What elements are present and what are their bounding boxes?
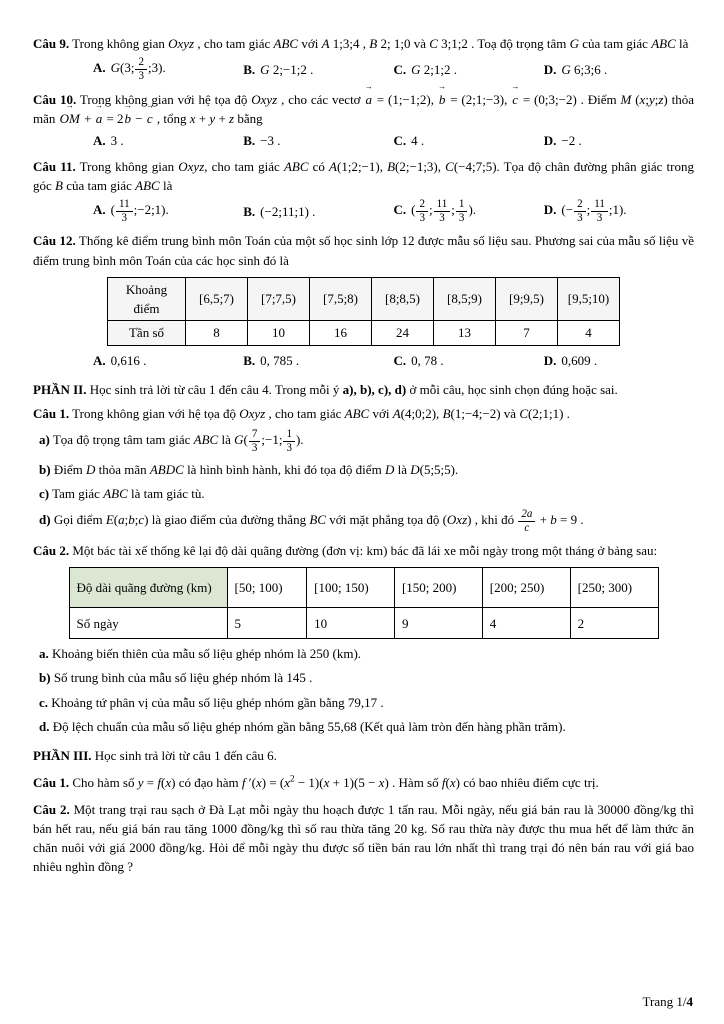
option-label: C. (393, 202, 407, 218)
table-cell: Tần số (108, 320, 186, 345)
statement-c: c) Tam giác ABC là tam giác tù. (39, 485, 205, 501)
table-cell: 13 (434, 320, 496, 345)
part2-question-2-stem: Câu 2. Một bác tài xế thống kê lại độ dài quãng đường (đơn vị: km) bác đã lái xe mỗi ngày trong một tháng ở bảng sau: (33, 543, 658, 559)
table-cell: 10 (307, 608, 395, 639)
option-label: B. (243, 352, 256, 368)
part3-question-1: Câu 1. Cho hàm số y = f(x) có đạo hàm f $'(x) = (x^2 - 1)(x + 1)(5 - x)$ . Hàm số f(x) có bao nhiêu điểm cực trị. (33, 773, 599, 790)
option-label: A. (93, 60, 106, 76)
option-text: 3 . (110, 132, 124, 148)
table-row (69, 568, 658, 608)
question-11-options (33, 198, 694, 224)
option-a (93, 131, 243, 150)
question-12-options (33, 351, 694, 370)
distance-frequency-table (69, 567, 659, 639)
question-11-stem: Câu 11. Trong không gian Oxyz, cho tam giác ABC có A(1;2;−1), B(2;−1;3), C(−4;7;5). Tọa độ chân đường phân giác trong góc B của tam giác ABC là (33, 158, 694, 193)
table-cell: 2 (570, 608, 658, 639)
option-c (394, 131, 544, 150)
option-c (394, 351, 544, 370)
option-text: (−2;11;1) . (260, 203, 316, 219)
table-cell: 16 (310, 320, 372, 345)
option-label: A. (93, 132, 106, 148)
table-cell: [7,5;8) (310, 277, 372, 320)
table-cell: [8,5;9) (434, 277, 496, 320)
option-c (394, 198, 544, 224)
option-label: D. (543, 202, 557, 218)
statement-b: b) Điểm D thỏa mãn ABDC là hình bình hành, khi đó tọa độ điểm D là D(5;5;5). (39, 461, 459, 477)
option-label: B. (243, 61, 256, 77)
table-cell: 4 (558, 320, 620, 345)
option-label: D. (543, 352, 557, 368)
part2-question-2 (33, 541, 694, 736)
option-label: B. (243, 132, 256, 148)
part2-header: PHẦN II. Học sinh trả lời từ câu 1 đến câu 4. Trong mỗi ý a), b), c), d) ở mỗi câu, học sinh chọn đúng hoặc sai. (33, 382, 618, 398)
table-cell: [100; 150) (307, 568, 395, 608)
table-cell: Khoảng điểm (108, 277, 186, 320)
table-cell: Số ngày (69, 608, 227, 639)
option-d (544, 131, 694, 150)
statement-d: d. Độ lệch chuẩn của mẫu số liệu ghép nhóm gần bằng 55,68 (Kết quả làm tròn đến hàng phần trăm). (39, 718, 566, 734)
option-text: −3 . (260, 132, 281, 148)
question-9-stem: Câu 9. Trong không gian Oxyz , cho tam giác ABC với A 1;3;4 , B 2; 1;0 và C 3;1;2 . Toạ độ trọng tâm G của tam giác ABC là (33, 36, 689, 51)
option-text: ( $\frac{2}{3}$ ; $\frac{11}{3}$ ; $\frac{1}{3}$ ). (411, 198, 477, 224)
table-cell: [9,5;10) (558, 277, 620, 320)
part3-question-2: Câu 2. Một trang trại rau sạch ở Đà Lạt mỗi ngày thu hoạch được 1 tấn rau. Mỗi ngày, nếu giá bán rau là 30000 đồng/kg thì bán hết rau, nếu giá bán rau tăng 1000 đồng/kg thì số rau thừa tăng 20 kg. Số rau thừa này được thu mua hết để làm thức ăn chăn nuôi với giá 2000 đồng/kg. Hỏi để mỗi ngày thu được số tiền bán rau lớn nhất thì trang trại đó nên bán rau với giá bao nhiêu nghìn đồng ? (33, 802, 694, 875)
option-text: −2 . (561, 132, 582, 148)
option-label: A. (93, 352, 106, 368)
table-cell: [150; 200) (394, 568, 482, 608)
option-text: G 2;1;2 . (411, 61, 458, 77)
table-row (69, 608, 658, 639)
question-9 (33, 34, 694, 83)
option-text: 0,609 . (561, 352, 598, 368)
table-row (108, 320, 620, 345)
option-c (394, 60, 544, 79)
score-frequency-table (107, 277, 620, 346)
table-cell: 7 (496, 320, 558, 345)
part2-question-1 (33, 404, 694, 534)
question-10 (33, 90, 694, 150)
page-number (643, 992, 693, 1011)
table-row (108, 277, 620, 320)
statement-a: a) Tọa độ trọng tâm tam giác ABC là G( $\frac{7}{3}$ ;−1; $\frac{1}{3}$ ). (39, 428, 304, 454)
table-cell: [6,5;7) (186, 277, 248, 320)
option-a (93, 198, 243, 224)
statement-c: c. Khoảng tứ phân vị của mẫu số liệu ghép nhóm gần bằng 79,17 . (39, 694, 384, 710)
option-text: 4 . (411, 132, 425, 148)
option-text: (− $\frac{2}{3}$ ; $\frac{11}{3}$ ;1). (561, 198, 627, 224)
table-cell: [9;9,5) (496, 277, 558, 320)
option-text: 0, 78 . (411, 352, 444, 368)
question-12 (33, 231, 694, 370)
question-9-options (33, 56, 694, 82)
table-cell: 9 (394, 608, 482, 639)
table-cell: [7;7,5) (248, 277, 310, 320)
option-b (243, 351, 393, 370)
question-10-stem: Câu 10. Trong không gian với hệ tọa độ Oxyz , cho các vectơ a → = (1;−1;2), b → = (2;1;−3), c → = (0;3;−2) . Điểm M (x;y;z) thỏa mãn OM → + a → = 2b → − c → , tổng x + y + z bằng (33, 90, 694, 128)
option-b (243, 202, 393, 221)
option-text: G 2;−1;2 . (260, 61, 314, 77)
table-cell: [50; 100) (227, 568, 307, 608)
option-label: D. (543, 61, 557, 77)
table-cell: 10 (248, 320, 310, 345)
option-text: G(3; $\frac{2}{3}$ ;3). (110, 56, 166, 82)
table-cell: [8;8,5) (372, 277, 434, 320)
statement-a: a. Khoảng biến thiên của mẫu số liệu ghép nhóm là 250 (km). (39, 646, 362, 662)
table-cell: 5 (227, 608, 307, 639)
option-d (544, 198, 694, 224)
statement-b: b) Số trung bình của mẫu số liệu ghép nhóm là 145 . (39, 670, 313, 686)
option-b (243, 131, 393, 150)
table-cell: 24 (372, 320, 434, 345)
question-11 (33, 157, 694, 225)
table-cell: 4 (482, 608, 570, 639)
option-b (243, 60, 393, 79)
page-number-prefix: Trang 1/ (642, 993, 687, 1009)
table-cell: Độ dài quãng đường (km) (69, 568, 227, 608)
question-10-options (33, 131, 694, 150)
option-d (544, 60, 694, 79)
option-text: ( $\frac{11}{3}$ ;−2;1). (110, 198, 169, 224)
part2-question-1-stem: Câu 1. Trong không gian với hệ tọa độ Oxyz , cho tam giác ABC với A(4;0;2), B(1;−4;−2) và C(2;1;1) . (33, 406, 570, 422)
option-label: C. (393, 132, 407, 148)
question-12-stem: Câu 12. Thống kê điểm trung bình môn Toán của một số học sinh lớp 12 được mẫu số liệu sau. Phương sai của mẫu số liệu về điểm trung bình môn Toán của các học sinh đó là (33, 233, 694, 268)
table-cell: [250; 300) (570, 568, 658, 608)
option-label: D. (543, 132, 557, 148)
option-label: C. (393, 352, 407, 368)
table-cell: [200; 250) (482, 568, 570, 608)
option-text: G 6;3;6 . (561, 61, 608, 77)
option-label: C. (393, 61, 407, 77)
table-cell: 8 (186, 320, 248, 345)
option-a (93, 56, 243, 82)
page-number-value: 4 (686, 993, 693, 1009)
statement-d: d) Gọi điểm E(a;b;c) là giao điểm của đường thẳng BC với mặt phẳng tọa độ (Oxz) , khi đó $\frac{2a}{c}$ + b = 9 . (39, 507, 584, 534)
option-a (93, 351, 243, 370)
option-text: 0,616 . (110, 352, 147, 368)
option-d (544, 351, 694, 370)
option-label: A. (93, 202, 106, 218)
option-label: B. (243, 203, 256, 219)
option-text: 0, 785 . (260, 352, 300, 368)
part3-header: PHẦN III. Học sinh trả lời từ câu 1 đến câu 6. (33, 747, 277, 763)
